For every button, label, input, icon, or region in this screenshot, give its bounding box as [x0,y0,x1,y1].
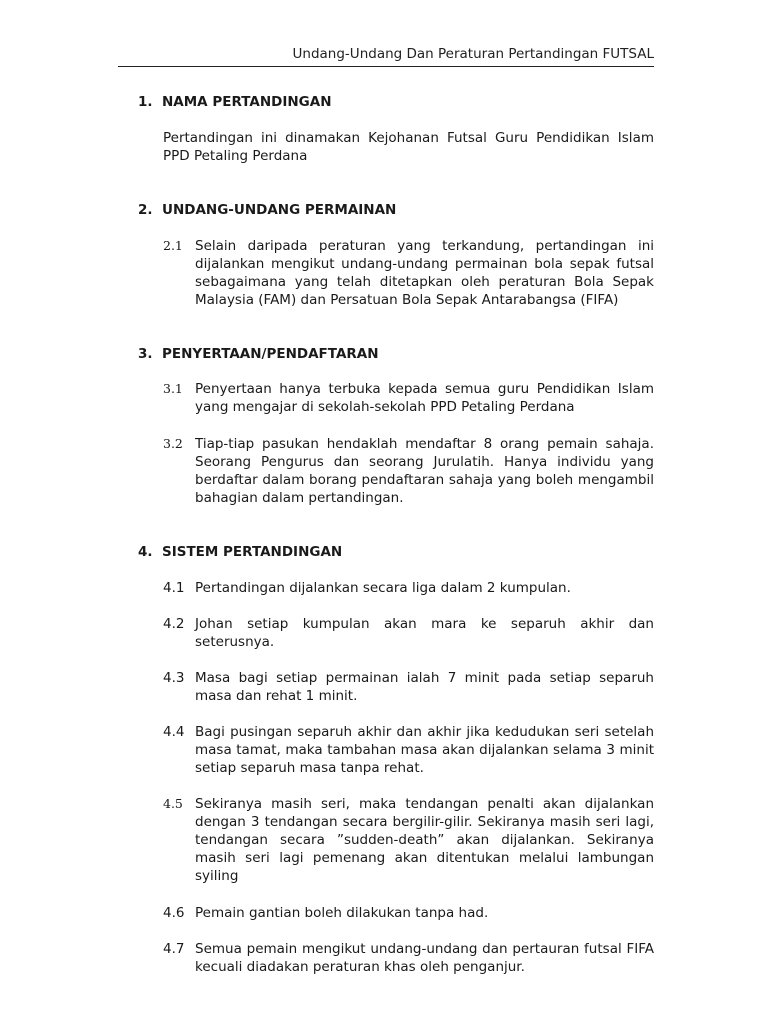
item-text: Selain daripada peraturan yang terkandung, pertandingan ini dijalankan mengikut undang-undang permainan bola sepak futsal sebagaimana yang telah ditetapkan oleh peraturan Bola Sepak Malaysia (FAM) dan Persatuan Bola Sepak Antarabangsa (FIFA) [195,238,654,308]
section-heading [138,201,654,219]
item-text: Pemain gantian boleh dilakukan tanpa had. [195,905,489,921]
section-heading [138,543,654,561]
item-text: Tiap-tiap pasukan hendaklah mendaftar 8 orang pemain sahaja. Seorang Pengurus dan seorang Jurulatih. Hanya individu yang berdaftar dalam borang pendaftaran sahaja yang boleh mengambil bahagian dalam pertandingan. [195,436,654,506]
list-item [163,795,654,885]
list-item [163,940,654,976]
page-header [118,44,654,67]
item-text: Johan setiap kumpulan akan mara ke separuh akhir dan seterusnya. [195,616,654,650]
section-heading [138,93,654,111]
item-text: Masa bagi setiap permainan ialah 7 minit pada setiap separuh masa dan rehat 1 minit. [195,670,654,704]
item-number: 4.2 [163,616,185,632]
section-heading [138,345,654,363]
section-number: 4. [138,544,153,560]
list-item [163,904,654,922]
section-number: 3. [138,346,153,362]
item-number: 4.1 [163,580,185,596]
header-title: Undang-Undang Dan Peraturan Pertandingan FUTSAL [292,46,654,62]
item-number: 3.2 [163,436,183,451]
section-number: 1. [138,94,153,110]
list-item [163,669,654,705]
item-text: Sekiranya masih seri, maka tendangan penalti akan dijalankan dengan 3 tendangan secara bergilir-gilir. Sekiranya masih seri lagi, tendangan secara ”sudden-death” akan dijalankan. Sekiranya masih seri lagi pemenang akan ditentukan melalui lambungan syiling [195,796,654,884]
list-item [163,237,654,309]
section-number: 2. [138,202,153,218]
item-text: Penyertaan hanya terbuka kepada semua guru Pendidikan Islam yang mengajar di sekolah-sekolah PPD Petaling Perdana [195,381,654,415]
item-number: 4.6 [163,905,185,921]
list-item [163,380,654,416]
item-number: 4.5 [163,796,183,811]
item-number: 4.4 [163,724,185,740]
section-title: UNDANG-UNDANG PERMAINAN [162,202,397,218]
item-number: 2.1 [163,238,183,253]
section-paragraph: Pertandingan ini dinamakan Kejohanan Futsal Guru Pendidikan Islam PPD Petaling Perdana [163,130,654,164]
section-sistem-pertandingan [138,543,654,561]
section-nama-pertandingan [138,93,654,111]
section-title: SISTEM PERTANDINGAN [162,544,343,560]
list-item [163,435,654,507]
item-number: 4.7 [163,941,185,957]
section-title: PENYERTAAN/PENDAFTARAN [162,346,379,362]
section-title: NAMA PERTANDINGAN [162,94,332,110]
list-item [163,615,654,651]
item-text: Semua pemain mengikut undang-undang dan pertauran futsal FIFA kecuali diadakan peraturan khas oleh penganjur. [195,941,654,975]
item-number: 4.3 [163,670,185,686]
item-number: 3.1 [163,381,183,396]
section-penyertaan-pendaftaran [138,345,654,363]
item-text: Bagi pusingan separuh akhir dan akhir jika kedudukan seri setelah masa tamat, maka tambahan masa akan dijalankan selama 3 minit setiap separuh masa tanpa rehat. [195,724,654,776]
item-text: Pertandingan dijalankan secara liga dalam 2 kumpulan. [195,580,571,596]
list-item [163,723,654,777]
section-undang-undang-permainan [138,201,654,219]
list-item [163,579,654,597]
